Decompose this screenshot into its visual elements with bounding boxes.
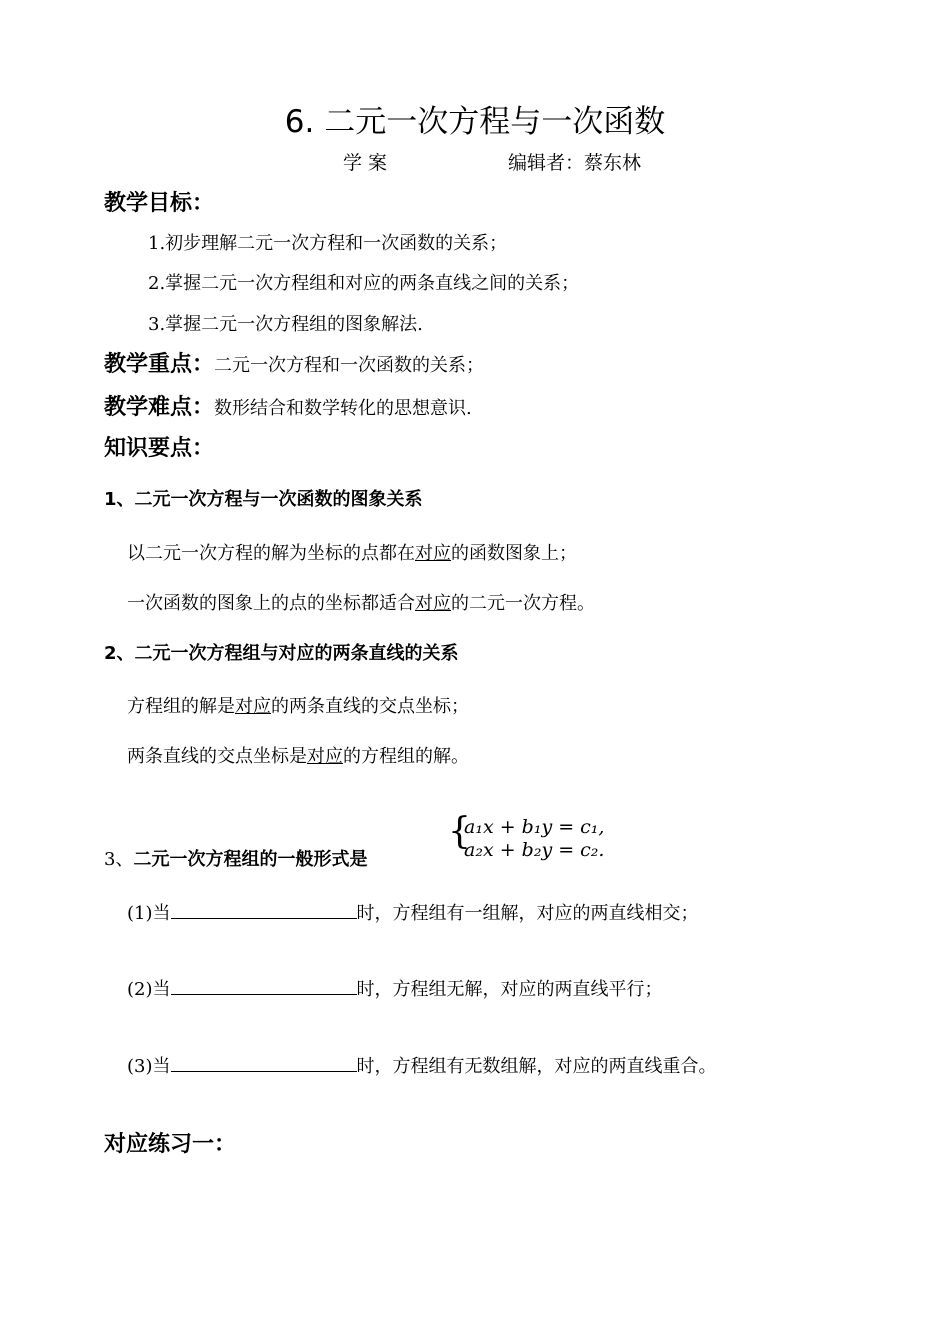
objective-item: 2.掌握二元一次方程组和对应的两条直线之间的关系； — [148, 273, 580, 294]
section2-line1: 方程组的解是对应的两条直线的交点坐标； — [127, 696, 469, 717]
difficulty-label: 教学难点： — [104, 395, 215, 420]
answer-blank[interactable] — [171, 898, 357, 919]
brace-symbol: { — [448, 811, 471, 852]
key-point-row — [104, 347, 484, 378]
section3-heading — [104, 845, 367, 871]
answer-blank[interactable] — [171, 1051, 357, 1072]
section1-heading: 1、二元一次方程与一次函数的图象关系 — [104, 489, 423, 510]
knowledge-heading: 知识要点： — [104, 436, 215, 461]
equation-1: a₁x + b₁y = c₁, — [464, 816, 605, 838]
case-row: (3)当 时，方程组有无数组解，对应的两直线重合。 — [127, 1051, 717, 1078]
answer-blank[interactable] — [171, 974, 357, 995]
underlined-word: 对应 — [415, 593, 451, 614]
page-title: 6. 二元一次方程与一次函数 — [284, 104, 666, 140]
section2-heading: 2、二元一次方程组与对应的两条直线的关系 — [104, 643, 459, 664]
underlined-word: 对应 — [307, 746, 343, 767]
section1-line1: 以二元一次方程的解为坐标的点都在对应的函数图象上； — [127, 543, 577, 564]
difficulty-row — [104, 390, 472, 421]
section3-prefix: 3、 — [104, 849, 134, 870]
objectives-heading: 教学目标： — [104, 191, 215, 216]
case-row: (2)当 时，方程组无解，对应的两直线平行； — [127, 974, 663, 1001]
equation-2: a₂x + b₂y = c₂. — [464, 839, 605, 861]
section3-heading-text: 二元一次方程组的一般形式是 — [133, 849, 368, 870]
subtitle-label: 学 案 — [343, 152, 388, 174]
section2-line2: 两条直线的交点坐标是对应的方程组的解。 — [127, 746, 469, 767]
difficulty-text: 数形结合和数学转化的思想意识. — [214, 398, 472, 419]
key-point-label: 教学重点： — [104, 352, 215, 377]
editor-label: 编辑者：蔡东林 — [508, 152, 642, 174]
objective-item: 1.初步理解二元一次方程和一次函数的关系； — [148, 233, 508, 254]
underlined-word: 对应 — [235, 696, 271, 717]
practice-heading: 对应练习一： — [104, 1132, 237, 1157]
key-point-text: 二元一次方程和一次函数的关系； — [214, 355, 485, 376]
objective-item: 3.掌握二元一次方程组的图象解法. — [148, 314, 423, 335]
case-row: (1)当 时，方程组有一组解，对应的两直线相交； — [127, 898, 699, 925]
underlined-word: 对应 — [415, 543, 451, 564]
section1-line2: 一次函数的图象上的点的坐标都适合对应的二元一次方程。 — [127, 593, 595, 614]
